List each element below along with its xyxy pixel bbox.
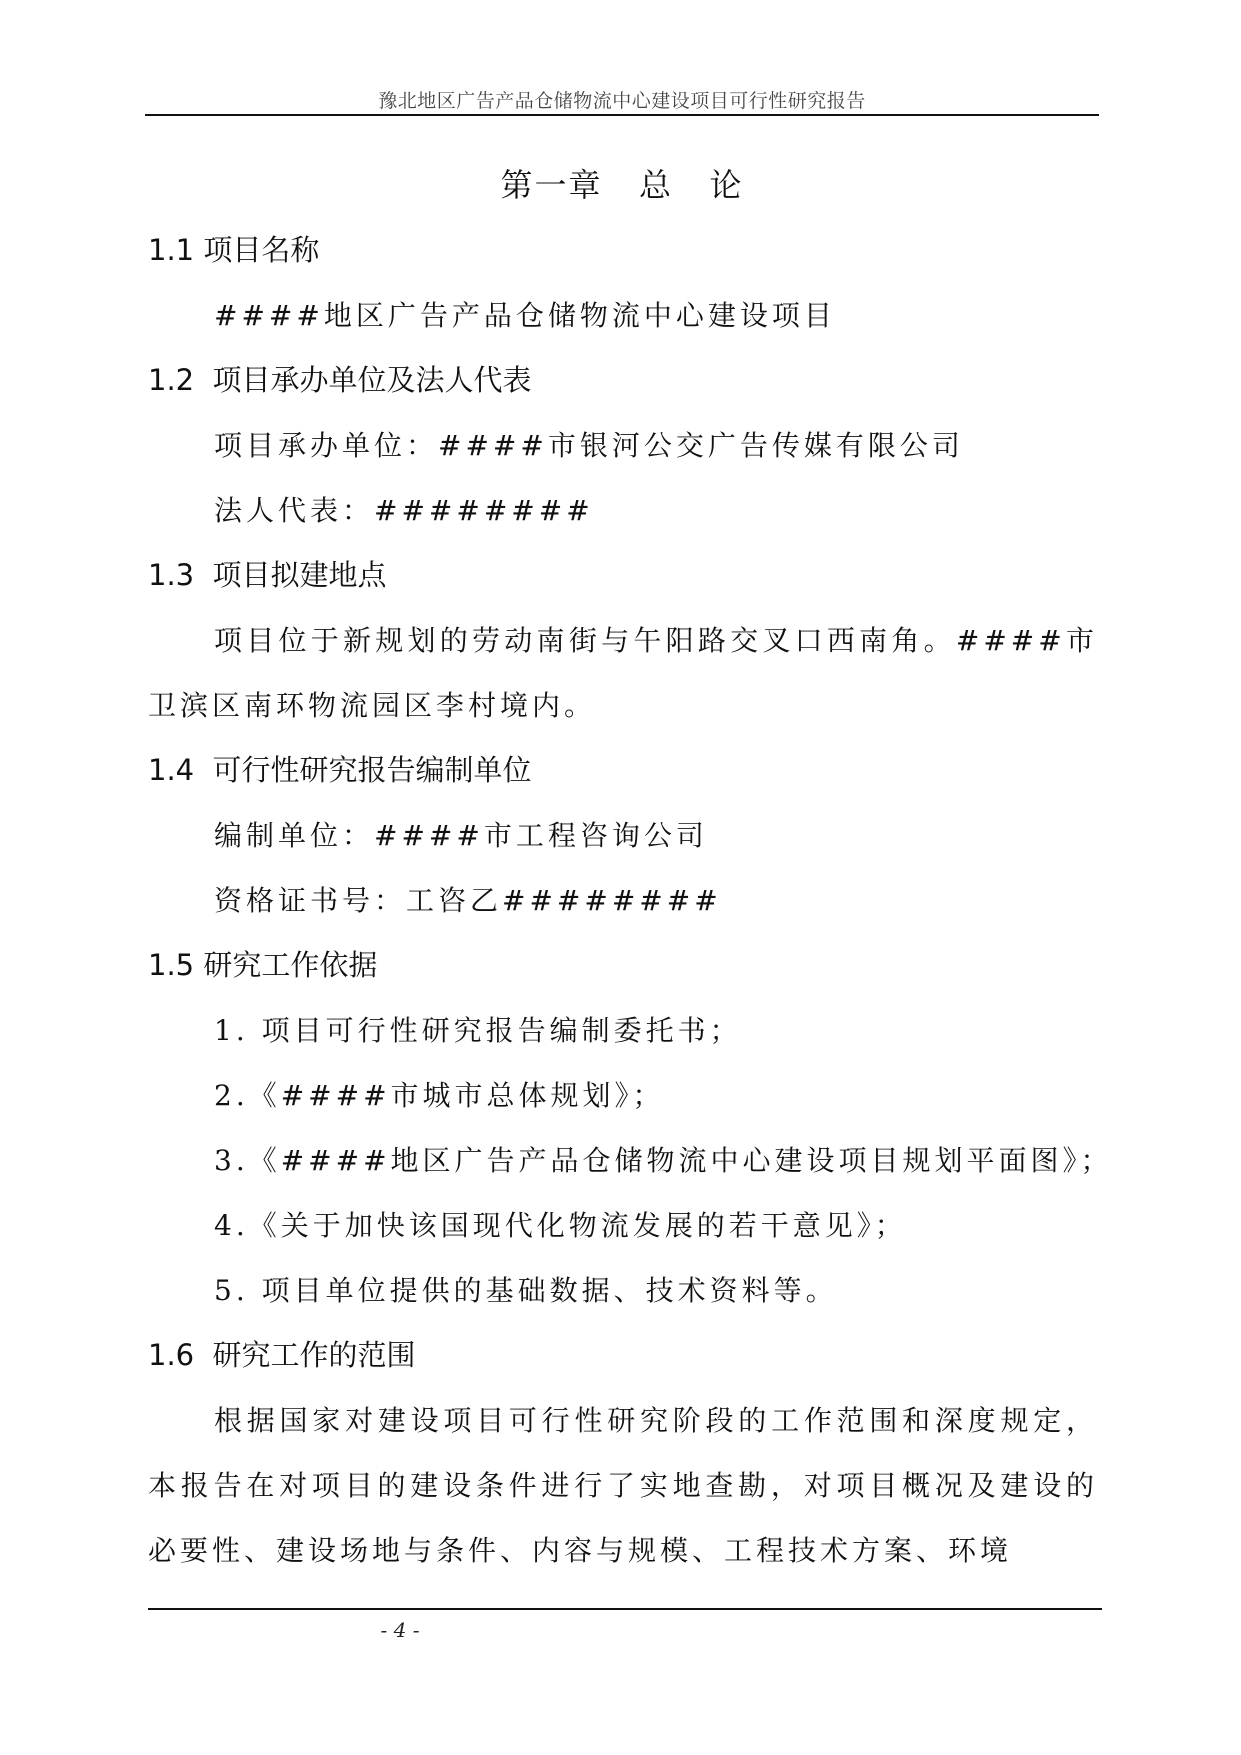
- basis-item-1: 1. 项目可行性研究报告编制委托书；: [214, 1014, 742, 1047]
- scope-paragraph: 根据国家对建设项目可行性研究阶段的工作范围和深度规定，本报告在对项目的建设条件进行了实地查勘，对项目概况及建设的必要性、建设场地与条件、内容与规模、工程技术方案、环境: [148, 1404, 1098, 1567]
- basis-item-5: 5. 项目单位提供的基础数据、技术资料等。: [214, 1274, 838, 1307]
- document-body: [148, 218, 1113, 1583]
- section-heading-1-2: 1.2 项目承办单位及法人代表: [148, 363, 532, 397]
- section-heading-1-1: 1.1 项目名称: [148, 233, 320, 267]
- organizer-line: 项目承办单位：####市银河公交广告传媒有限公司: [214, 429, 964, 462]
- page-number: - 4 -: [380, 1618, 420, 1642]
- compiler-line: 编制单位：####市工程咨询公司: [214, 819, 708, 852]
- section-heading-1-4: 1.4 可行性研究报告编制单位: [148, 753, 532, 787]
- section-heading-1-5: 1.5 研究工作依据: [148, 948, 378, 982]
- basis-item-3: 3.《####地区广告产品仓储物流中心建设项目规划平面图》；: [214, 1144, 1113, 1177]
- location-paragraph: 项目位于新规划的劳动南街与午阳路交叉口西南角。####市卫滨区南环物流园区李村境内。: [148, 624, 1098, 722]
- legal-rep-line: 法人代表：########: [214, 494, 594, 527]
- basis-item-2: 2.《####市城市总体规划》；: [214, 1079, 665, 1112]
- section-heading-1-6: 1.6 研究工作的范围: [148, 1338, 416, 1372]
- project-name-line: ####地区广告产品仓储物流中心建设项目: [214, 299, 836, 332]
- header-rule: [145, 114, 1099, 116]
- running-header: 豫北地区广告产品仓储物流中心建设项目可行性研究报告: [378, 90, 866, 112]
- footer-rule: [148, 1608, 1102, 1610]
- basis-item-4: 4.《关于加快该国现代化物流发展的若干意见》；: [214, 1209, 907, 1242]
- section-heading-1-3: 1.3 项目拟建地点: [148, 558, 387, 592]
- chapter-title: 第一章 总 论: [500, 166, 744, 204]
- certificate-line: 资格证书号：工咨乙########: [214, 884, 722, 917]
